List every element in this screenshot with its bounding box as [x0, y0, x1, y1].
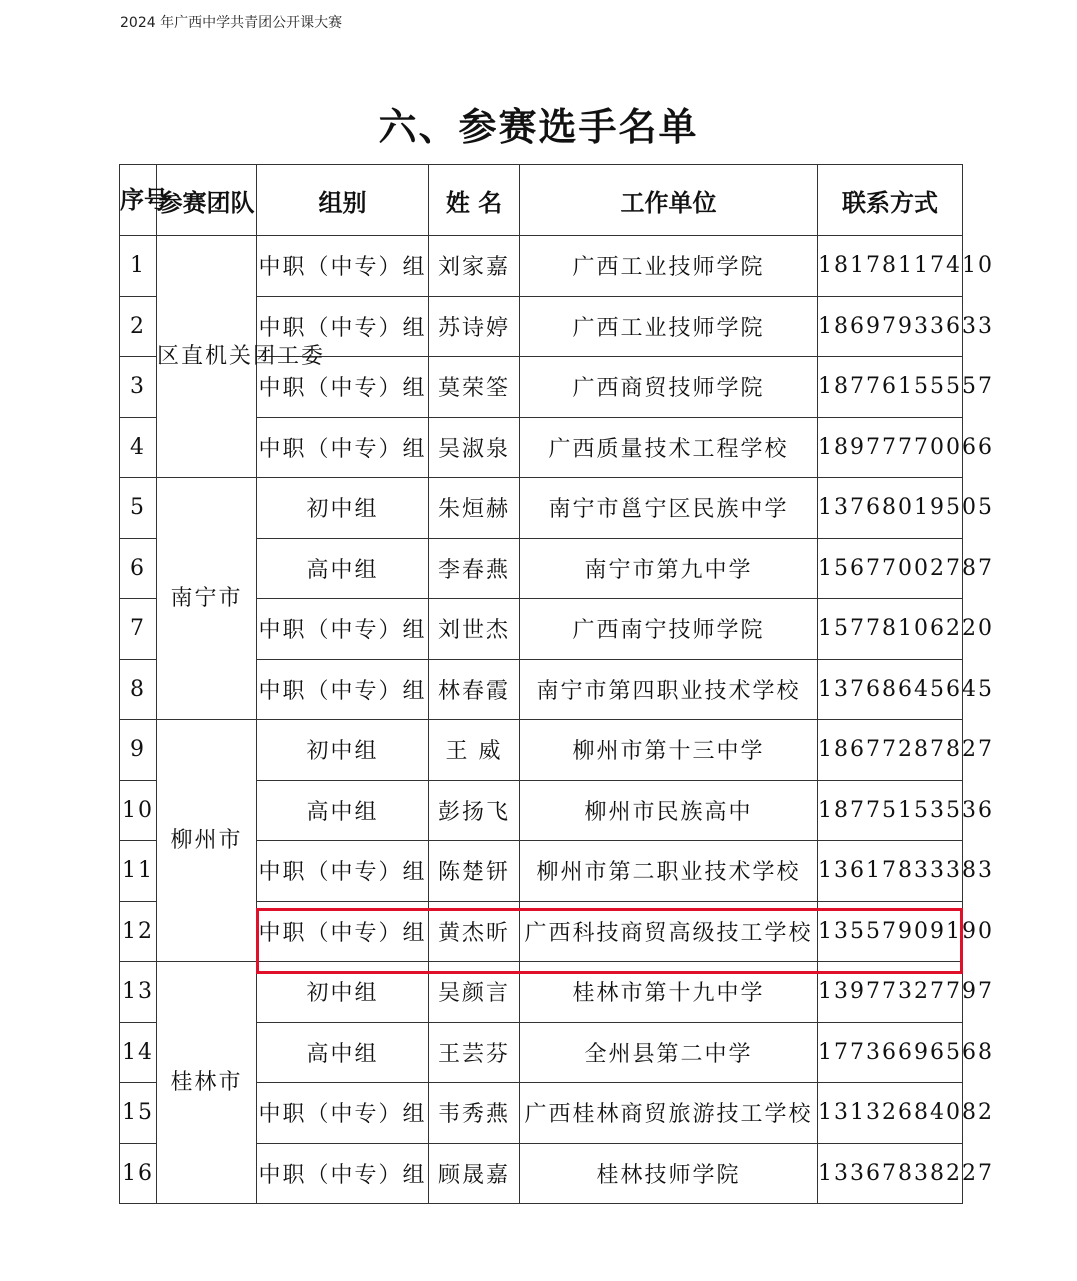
unit-cell: 广西质量技术工程学校 — [520, 417, 818, 478]
name-cell: 顾晟嘉 — [429, 1143, 520, 1204]
name-cell: 陈楚钘 — [429, 841, 520, 902]
name-cell: 莫荣筌 — [429, 357, 520, 418]
team-cell: 区直机关团工委 — [157, 236, 257, 478]
name-cell: 苏诗婷 — [429, 296, 520, 357]
row-number: 11 — [120, 841, 157, 902]
row-number: 3 — [120, 357, 157, 418]
group-cell: 中职（中专）组 — [257, 599, 429, 660]
group-cell: 中职（中专）组 — [257, 901, 429, 962]
contact-cell: 13367838227 — [818, 1143, 963, 1204]
table-row — [120, 236, 963, 297]
unit-cell: 南宁市邕宁区民族中学 — [520, 478, 818, 539]
running-header: 2024 年广西中学共青团公开课大赛 — [120, 15, 343, 31]
header-unit: 工作单位 — [520, 165, 818, 236]
contact-cell: 13617833383 — [818, 841, 963, 902]
row-number: 12 — [120, 901, 157, 962]
name-cell: 黄杰昕 — [429, 901, 520, 962]
row-number: 9 — [120, 720, 157, 781]
team-cell: 南宁市 — [157, 478, 257, 720]
contact-cell: 18178117410 — [818, 236, 963, 297]
unit-cell: 广西科技商贸高级技工学校 — [520, 901, 818, 962]
header-group: 组别 — [257, 165, 429, 236]
group-cell: 中职（中专）组 — [257, 357, 429, 418]
unit-cell: 广西桂林商贸旅游技工学校 — [520, 1083, 818, 1144]
row-number: 15 — [120, 1083, 157, 1144]
unit-cell: 柳州市民族高中 — [520, 780, 818, 841]
header-contact: 联系方式 — [818, 165, 963, 236]
row-number: 10 — [120, 780, 157, 841]
name-cell: 李春燕 — [429, 538, 520, 599]
unit-cell: 南宁市第四职业技术学校 — [520, 659, 818, 720]
contact-cell: 18697933633 — [818, 296, 963, 357]
row-number: 2 — [120, 296, 157, 357]
team-cell: 柳州市 — [157, 720, 257, 962]
unit-cell: 广西工业技师学院 — [520, 296, 818, 357]
unit-cell: 桂林市第十九中学 — [520, 962, 818, 1023]
group-cell: 中职（中专）组 — [257, 841, 429, 902]
table-header-row — [120, 165, 963, 236]
name-cell: 王芸芬 — [429, 1022, 520, 1083]
name-cell: 吴淑泉 — [429, 417, 520, 478]
group-cell: 中职（中专）组 — [257, 659, 429, 720]
table-row — [120, 720, 963, 781]
unit-cell: 柳州市第二职业技术学校 — [520, 841, 818, 902]
header-team: 参赛团队 — [157, 165, 257, 236]
contact-cell: 17736696568 — [818, 1022, 963, 1083]
header-no: 序号 — [120, 165, 157, 236]
unit-cell: 桂林技师学院 — [520, 1143, 818, 1204]
table-row — [120, 962, 963, 1023]
name-cell: 林春霞 — [429, 659, 520, 720]
contact-cell: 13977327797 — [818, 962, 963, 1023]
unit-cell: 广西工业技师学院 — [520, 236, 818, 297]
participant-table — [119, 164, 994, 1204]
group-cell: 中职（中专）组 — [257, 236, 429, 297]
name-cell: 彭扬飞 — [429, 780, 520, 841]
unit-cell: 广西南宁技师学院 — [520, 599, 818, 660]
group-cell: 高中组 — [257, 1022, 429, 1083]
group-cell: 初中组 — [257, 720, 429, 781]
table-body — [120, 236, 994, 1204]
team-cell: 桂林市 — [157, 962, 257, 1204]
name-cell: 刘世杰 — [429, 599, 520, 660]
group-cell: 初中组 — [257, 478, 429, 539]
row-number: 8 — [120, 659, 157, 720]
group-cell: 初中组 — [257, 962, 429, 1023]
row-number: 14 — [120, 1022, 157, 1083]
group-cell: 中职（中专）组 — [257, 417, 429, 478]
contact-cell: 13132684082 — [818, 1083, 963, 1144]
page-title: 六、参赛选手名单 — [378, 104, 699, 149]
header-name: 姓 名 — [429, 165, 520, 236]
row-number: 6 — [120, 538, 157, 599]
row-number: 16 — [120, 1143, 157, 1204]
group-cell: 高中组 — [257, 538, 429, 599]
row-number: 4 — [120, 417, 157, 478]
contact-cell: 13768645645 — [818, 659, 963, 720]
name-cell: 刘家嘉 — [429, 236, 520, 297]
name-cell: 王 威 — [429, 720, 520, 781]
table-row — [120, 478, 963, 539]
group-cell: 中职（中专）组 — [257, 1143, 429, 1204]
unit-cell: 广西商贸技师学院 — [520, 357, 818, 418]
name-cell: 朱烜赫 — [429, 478, 520, 539]
row-number: 7 — [120, 599, 157, 660]
name-cell: 吴颜言 — [429, 962, 520, 1023]
contact-cell: 18677287827 — [818, 720, 963, 781]
contact-cell: 18775153536 — [818, 780, 963, 841]
contact-cell: 13557909190 — [818, 901, 963, 962]
unit-cell: 南宁市第九中学 — [520, 538, 818, 599]
row-number: 5 — [120, 478, 157, 539]
unit-cell: 全州县第二中学 — [520, 1022, 818, 1083]
contact-cell: 18977770066 — [818, 417, 963, 478]
row-number: 13 — [120, 962, 157, 1023]
group-cell: 中职（中专）组 — [257, 296, 429, 357]
contact-cell: 13768019505 — [818, 478, 963, 539]
row-number: 1 — [120, 236, 157, 297]
name-cell: 韦秀燕 — [429, 1083, 520, 1144]
contact-cell: 15778106220 — [818, 599, 963, 660]
group-cell: 高中组 — [257, 780, 429, 841]
unit-cell: 柳州市第十三中学 — [520, 720, 818, 781]
contact-cell: 15677002787 — [818, 538, 963, 599]
contact-cell: 18776155557 — [818, 357, 963, 418]
group-cell: 中职（中专）组 — [257, 1083, 429, 1144]
